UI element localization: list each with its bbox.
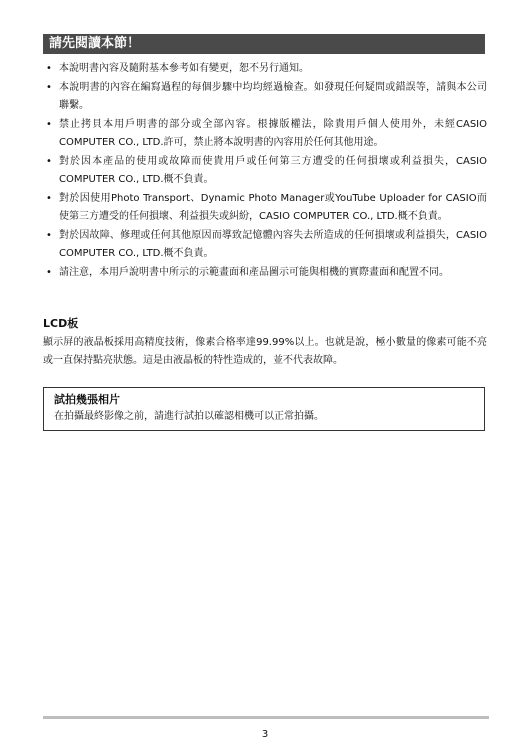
list-item (43, 264, 487, 282)
footer-divider (43, 716, 489, 719)
test-shots-body: 在拍攝最終影像之前，請進行試拍以確認相機可以正常拍攝。 (54, 411, 324, 422)
note-text: 對於因故障、修理或任何其他原因而導致記憶體內容失去所造成的任何損壞或利益損失，CASIO COMPUTER CO., LTD.概不負責。 (59, 230, 487, 259)
bullet-icon: • (46, 63, 52, 74)
list-item (43, 116, 487, 152)
lcd-section-title: LCD板 (43, 317, 79, 330)
lcd-section-body: 顯示屏的液晶板採用高精度技術，像素合格率達99.99%以上。也就是說，極小數量的像素可能不亮或一直保持點亮狀態。這是由液晶板的特性造成的，並不代表故障。 (43, 337, 487, 366)
list-item (43, 60, 487, 78)
list-item (43, 79, 487, 115)
note-text: 本說明書內容及隨附基本參考如有變更，恕不另行通知。 (59, 63, 309, 74)
note-text: 本說明書的內容在編寫過程的每個步驟中均均經過檢查。如發現任何疑問或錯誤等，請與本公司聯繫。 (59, 82, 487, 111)
note-text: 禁止拷貝本用戶明書的部分或全部內容。根據版權法，除貴用戶個人使用外，未經CASIO COMPUTER CO., LTD.許可，禁止將本說明書的內容用於任何其他用途。 (59, 119, 487, 148)
bullet-icon: • (46, 156, 52, 167)
bullet-icon: • (46, 119, 52, 130)
list-item (43, 190, 487, 226)
list-item (43, 227, 487, 263)
bullet-icon: • (46, 267, 52, 278)
bullet-icon: • (46, 230, 52, 241)
bullet-icon: • (46, 193, 52, 204)
list-item (43, 153, 487, 189)
note-text: 請注意，本用戶說明書中所示的示範畫面和產品圖示可能與相機的實際畫面和配置不同。 (59, 267, 449, 278)
page-number: 3 (261, 729, 269, 740)
bullet-icon: • (46, 82, 52, 93)
note-text: 對於因本產品的使用或故障而使貴用戶或任何第三方遭受的任何損壞或利益損失，CASIO COMPUTER CO., LTD.概不負責。 (59, 156, 487, 185)
note-text: 對於因使用Photo Transport、Dynamic Photo Manager或YouTube Uploader for CASIO而使第三方遭受的任何損壞、利益損失或糾紛，CASIO COMPUTER CO., LTD.概不負責。 (59, 193, 487, 222)
test-shots-title: 試拍幾張相片 (54, 393, 120, 406)
notes-list (43, 60, 487, 283)
page-title: 請先閱讀本節！ (43, 34, 485, 54)
test-shots-box (43, 387, 485, 431)
